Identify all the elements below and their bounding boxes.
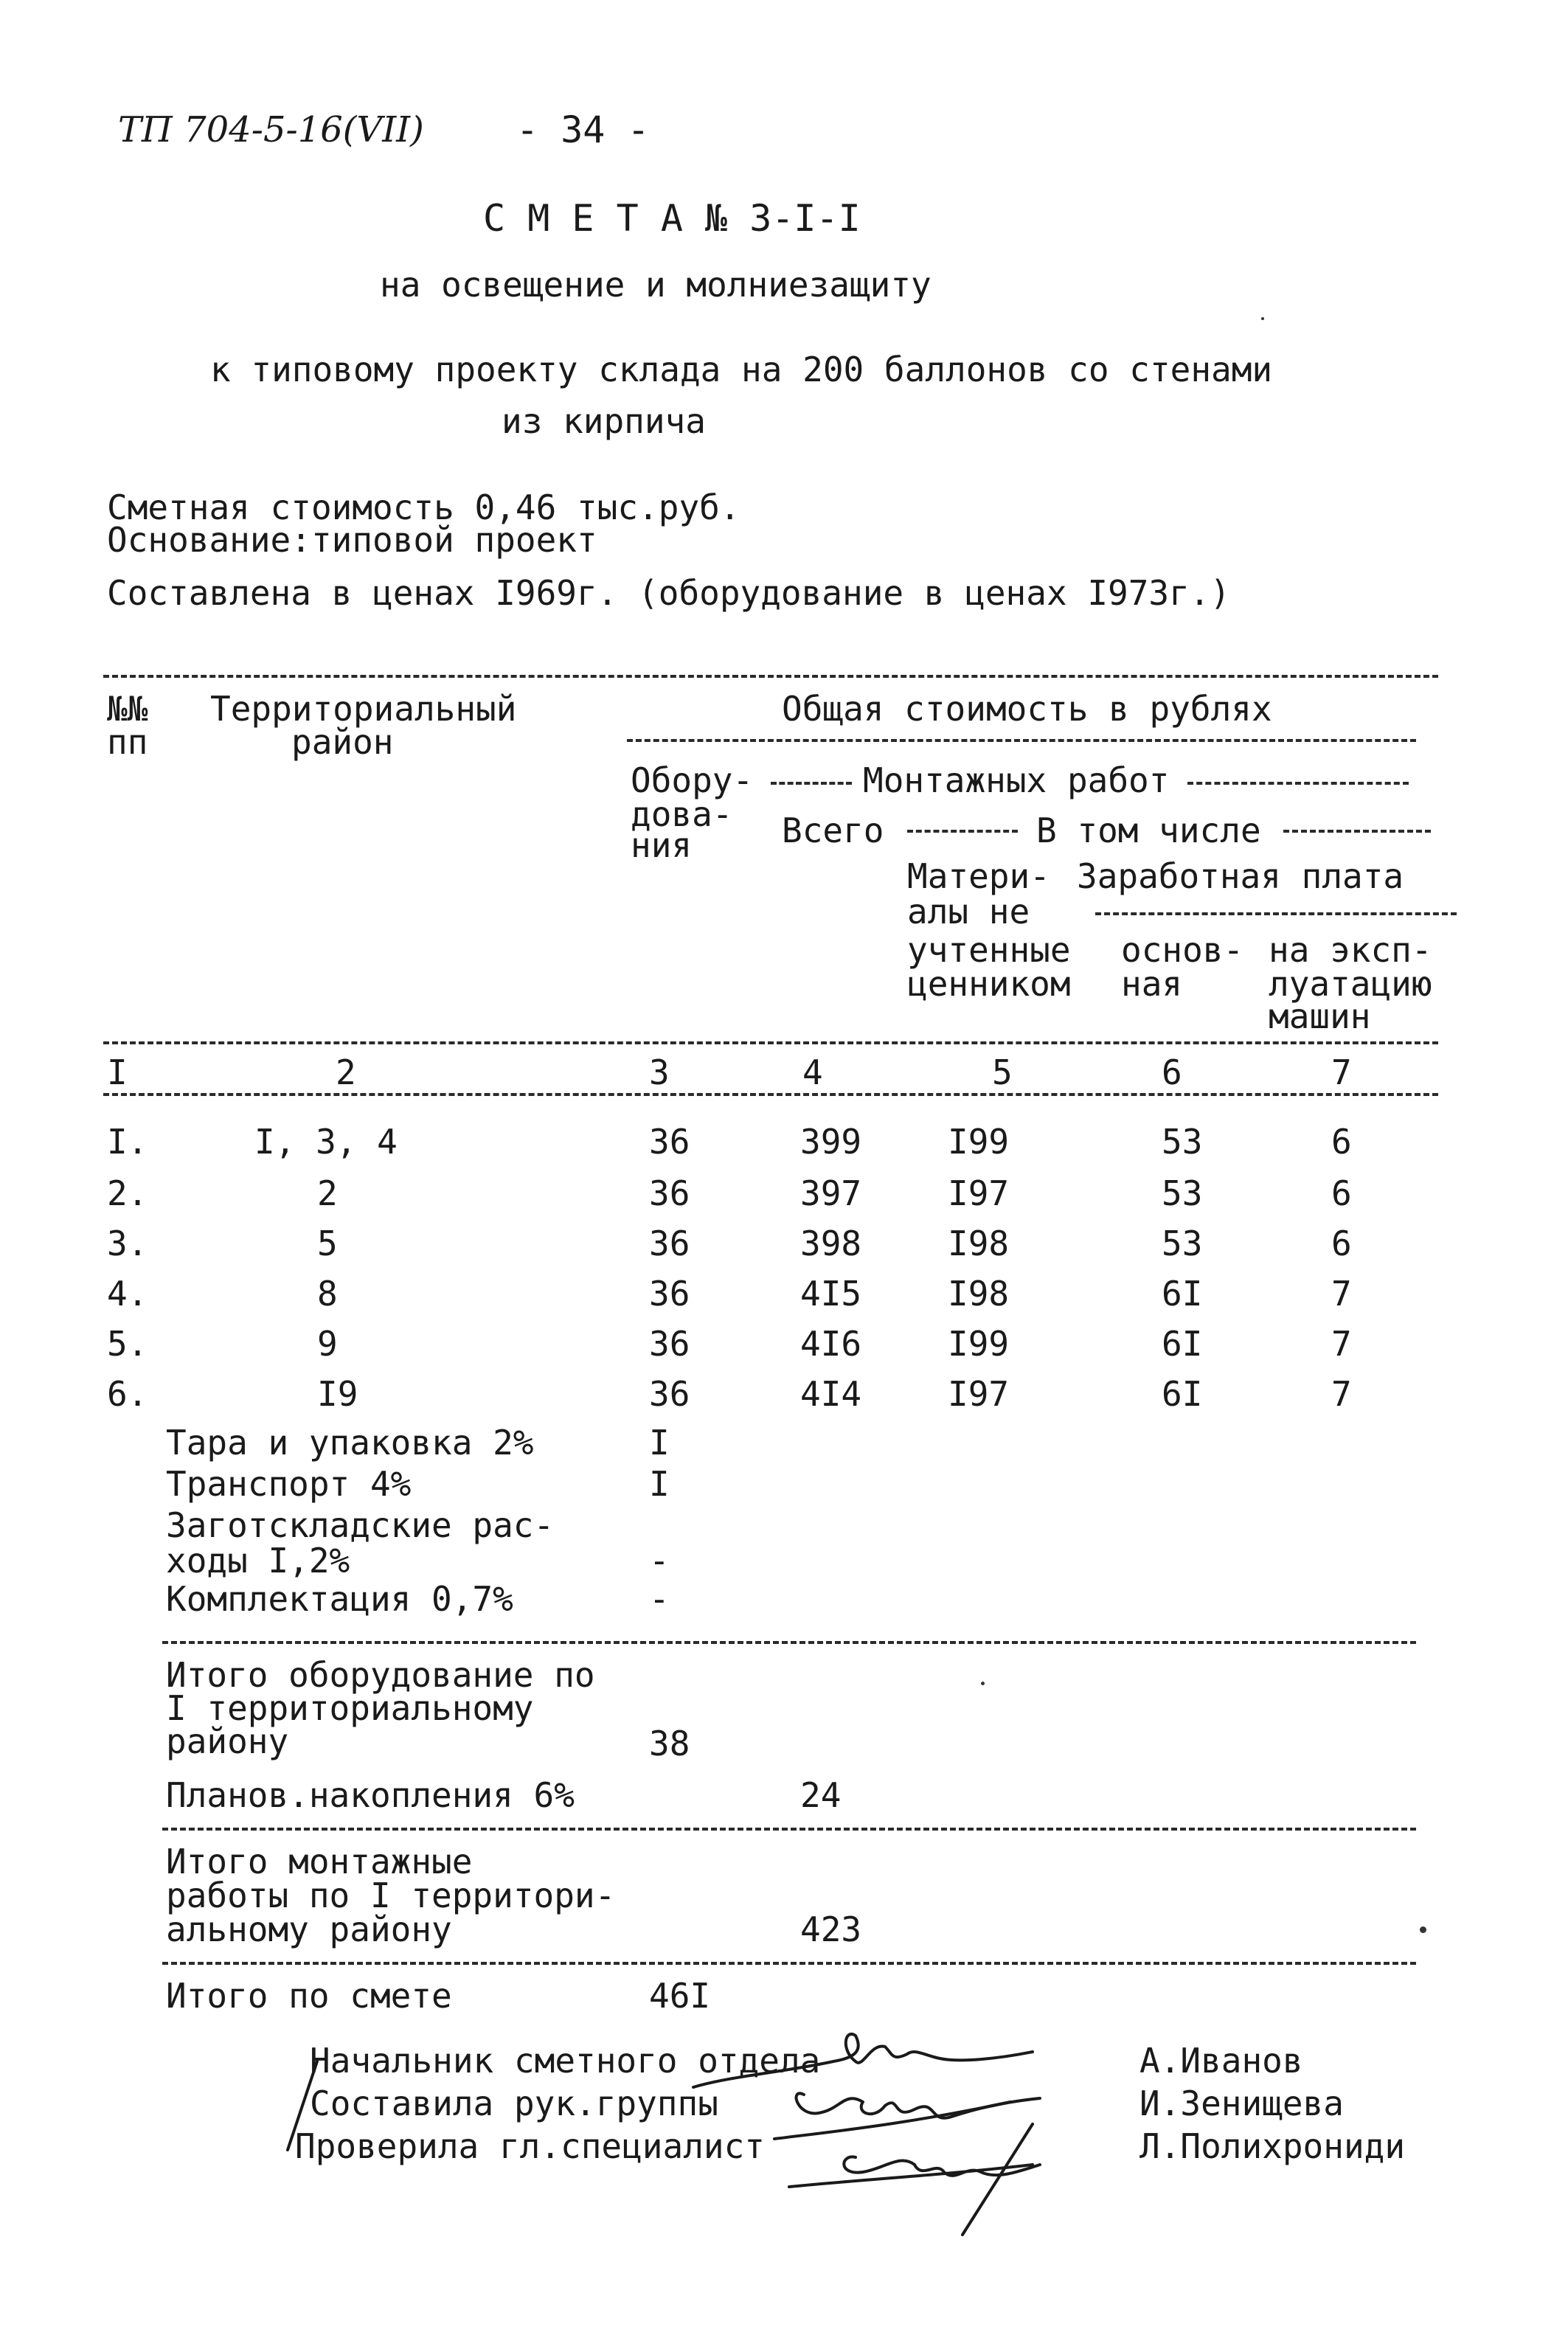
row-equip: 36 (649, 1374, 690, 1414)
header-oper-1: на эксп- (1269, 930, 1432, 970)
extra-storage-value: - (649, 1541, 670, 1581)
page-number: - 34 - (516, 108, 650, 151)
row-base-wage: 53 (1162, 1122, 1203, 1162)
row-equip: 36 (649, 1224, 690, 1263)
equip-total-label-3: району (166, 1721, 289, 1761)
row-region: 5 (317, 1224, 338, 1263)
mount-total-label-1: Итого монтажные (166, 1842, 473, 1881)
signer-name-compiler: И.Зенищева (1139, 2084, 1344, 2123)
header-total: Всего (782, 811, 884, 850)
signer-role-head: Начальник сметного отдела (310, 2041, 821, 2081)
row-num: 2. (107, 1173, 148, 1213)
extra-packaging-label: Тара и упаковка 2% (166, 1423, 534, 1463)
row-equip: 36 (649, 1274, 690, 1314)
header-equip-3: ния (631, 825, 693, 865)
header-equip-1: Обору- (631, 760, 754, 800)
extra-transport-value: I (649, 1464, 670, 1504)
extra-storage-label-cont: ходы I,2% (166, 1541, 350, 1581)
col-number-2: 2 (336, 1052, 356, 1092)
row-materials: I98 (948, 1224, 1010, 1263)
incl-trail-dash (1283, 830, 1431, 833)
header-region-1: Территориальный (210, 689, 517, 729)
document-title: С М Е Т А № 3-I-I (483, 197, 861, 240)
estimated-cost: Сметная стоимость 0,46 тыс.руб. (107, 488, 740, 527)
row-base-wage: 6I (1162, 1324, 1203, 1364)
basis: Основание:типовой проект (107, 520, 597, 560)
row-materials: I97 (948, 1374, 1010, 1414)
signer-name-head: А.Иванов (1139, 2041, 1303, 2081)
grand-total-label: Итого по смете (166, 1976, 452, 2016)
mount-total-value: 423 (800, 1909, 862, 1949)
header-rule-1 (627, 739, 1416, 742)
price-basis: Составлена в ценах I969г. (оборудование в ценах I973г.) (107, 573, 1231, 613)
document-subtitle: на освещение и молниезащиту (380, 265, 932, 305)
row-materials: I99 (948, 1122, 1010, 1162)
savings-value: 24 (800, 1775, 842, 1815)
header-total-cost: Общая стоимость в рублях (782, 689, 1272, 729)
row-region: I9 (317, 1374, 358, 1414)
header-materials-2: алы не (907, 892, 1030, 932)
col-number-5: 5 (992, 1052, 1013, 1092)
row-num: I. (107, 1122, 148, 1162)
handwritten-signatures (273, 2021, 1128, 2242)
header-materials-3: учтенные (907, 930, 1071, 970)
scan-speck (1261, 317, 1264, 320)
header-oper-2: луатацию (1269, 964, 1432, 1004)
row-num: 5. (107, 1324, 148, 1364)
savings-label: Планов.накопления 6% (166, 1775, 575, 1815)
row-total: 4I5 (800, 1274, 862, 1314)
extras-rule (162, 1641, 1416, 1644)
signer-role-checker: Проверила гл.специалист (295, 2126, 765, 2166)
row-total: 4I6 (800, 1324, 862, 1364)
header-base-2: ная (1121, 964, 1183, 1004)
equip-total-value: 38 (649, 1724, 690, 1763)
extra-completion-value: - (649, 1579, 670, 1619)
row-base-wage: 53 (1162, 1224, 1203, 1263)
row-num: 6. (107, 1374, 148, 1414)
row-num: 4. (107, 1274, 148, 1314)
row-total: 4I4 (800, 1374, 862, 1414)
row-region: 9 (317, 1324, 338, 1364)
equip-total-label-2: I территориальному (166, 1688, 534, 1728)
row-materials: I99 (948, 1324, 1010, 1364)
extra-transport-label: Транспорт 4% (166, 1464, 412, 1504)
mount-trail-dash (1187, 782, 1409, 785)
header-materials-4: ценником (907, 964, 1071, 1004)
row-oper-wage: 6 (1331, 1224, 1352, 1263)
header-region-2: район (291, 722, 394, 762)
row-oper-wage: 6 (1331, 1173, 1352, 1213)
mount-lead-dash (771, 782, 852, 785)
mount-total-label-2: работы по I территори- (166, 1876, 616, 1915)
grand-total-value: 46I (649, 1976, 711, 2016)
incl-lead-dash (907, 830, 1018, 833)
col-number-rule (103, 1093, 1438, 1096)
col-number-4: 4 (802, 1052, 823, 1092)
header-including: В том числе (1036, 811, 1261, 850)
scan-speck (1420, 1926, 1426, 1933)
scan-speck (981, 1682, 985, 1685)
project-description-cont: из кирпича (502, 401, 706, 441)
row-oper-wage: 7 (1331, 1374, 1352, 1414)
row-total: 399 (800, 1122, 862, 1162)
row-region: 8 (317, 1274, 338, 1314)
row-materials: I97 (948, 1173, 1010, 1213)
row-oper-wage: 6 (1331, 1122, 1352, 1162)
col-number-1: I (107, 1052, 128, 1092)
project-description: к типовому проекту склада на 200 баллонов со стенами (210, 350, 1273, 389)
header-num-1: №№ (107, 689, 148, 729)
row-equip: 36 (649, 1324, 690, 1364)
row-materials: I98 (948, 1274, 1010, 1314)
header-equip-2: дова- (631, 794, 733, 834)
row-base-wage: 6I (1162, 1274, 1203, 1314)
row-region: 2 (317, 1173, 338, 1213)
extra-packaging-value: I (649, 1423, 670, 1463)
equip-total-label-1: Итого оборудование по (166, 1655, 595, 1695)
col-number-7: 7 (1331, 1052, 1352, 1092)
mount-rule (162, 1962, 1416, 1965)
row-equip: 36 (649, 1173, 690, 1213)
header-oper-3: машин (1269, 996, 1371, 1036)
header-materials-1: Матери- (907, 856, 1050, 896)
row-base-wage: 6I (1162, 1374, 1203, 1414)
row-region: I, 3, 4 (254, 1122, 398, 1162)
table-top-rule (103, 675, 1438, 678)
savings-rule (162, 1828, 1416, 1831)
document-code: ТП 704-5-16(VII) (118, 109, 424, 150)
col-number-3: 3 (649, 1052, 670, 1092)
row-oper-wage: 7 (1331, 1274, 1352, 1314)
header-wage: Заработная плата (1077, 856, 1404, 896)
signer-role-compiler: Составила рук.группы (310, 2084, 718, 2123)
row-equip: 36 (649, 1122, 690, 1162)
row-oper-wage: 7 (1331, 1324, 1352, 1364)
col-number-6: 6 (1162, 1052, 1182, 1092)
row-base-wage: 53 (1162, 1173, 1203, 1213)
extra-completion-label: Комплектация 0,7% (166, 1579, 513, 1619)
wage-rule (1095, 912, 1457, 915)
header-mount: Монтажных работ (863, 760, 1170, 800)
mount-total-label-3: альному району (166, 1909, 452, 1949)
row-total: 397 (800, 1173, 862, 1213)
row-total: 398 (800, 1224, 862, 1263)
header-num-2: пп (107, 722, 148, 762)
signer-name-checker: Л.Полихрониди (1139, 2126, 1406, 2166)
header-bottom-rule (103, 1041, 1438, 1044)
row-num: 3. (107, 1224, 148, 1263)
extra-storage-label: Заготскладские рас- (166, 1505, 555, 1545)
header-base-1: основ- (1121, 930, 1244, 970)
